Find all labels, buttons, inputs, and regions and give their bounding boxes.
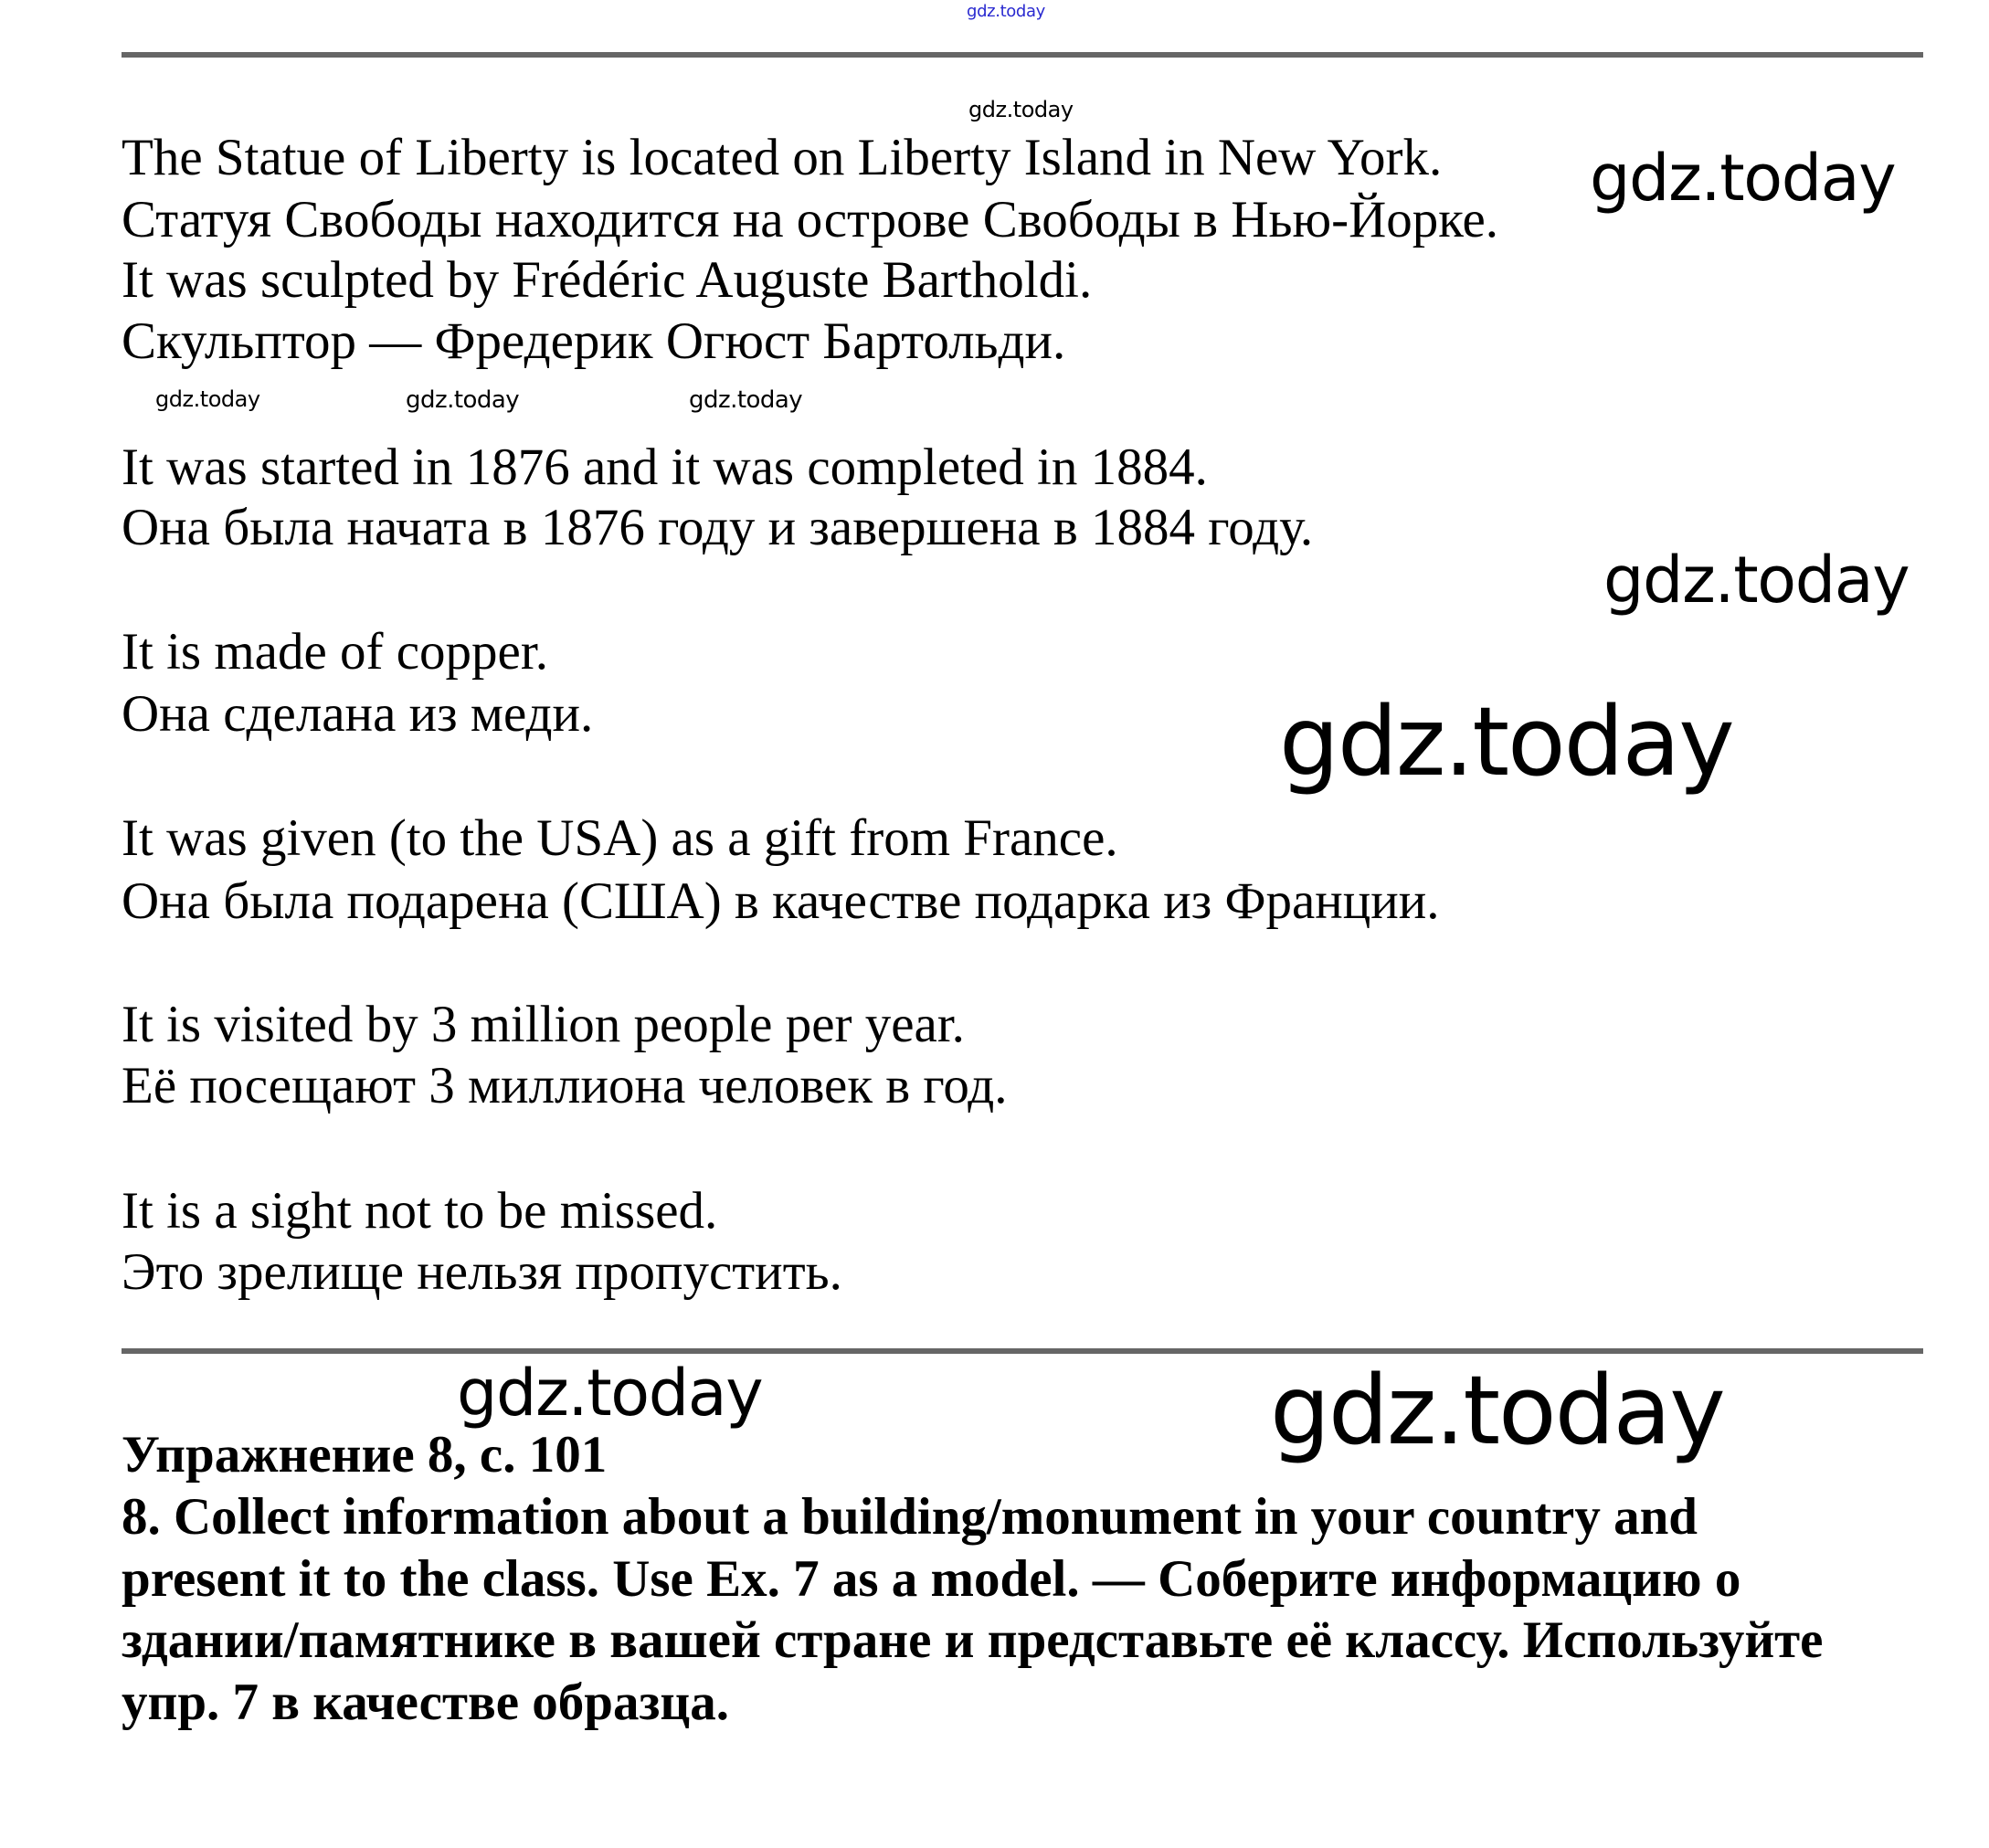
text-line-en: It was given (to the USA) as a gift from France. — [122, 809, 1118, 867]
text-line-en: It was started in 1876 and it was completed in 1884. — [122, 438, 1208, 496]
watermark: gdz.today — [406, 386, 520, 414]
text-line-ru: Она была начата в 1876 году и завершена в 1884 году. — [122, 499, 1314, 556]
watermark: gdz.today — [1590, 141, 1896, 216]
watermark: gdz.today — [155, 386, 260, 412]
watermark: gdz.today — [1279, 686, 1733, 797]
watermark: gdz.today — [1270, 1355, 1724, 1466]
watermark: gdz.today — [689, 386, 803, 414]
watermark: gdz.today — [1603, 543, 1910, 618]
watermark: gdz.today — [968, 97, 1074, 122]
exercise-task-line: 8. Collect information about a building/monument in your country and — [122, 1488, 1698, 1546]
text-line-ru: Это зрелище нельзя пропустить. — [122, 1243, 842, 1301]
text-line-ru: Она была подарена (США) в качестве подарка из Франции. — [122, 872, 1440, 930]
exercise-task-line: present it to the class. Use Ex. 7 as a model. — Соберите информацию о — [122, 1550, 1741, 1608]
text-line-ru: Скульптор — Фредерик Огюст Бартольди. — [122, 312, 1066, 370]
top-divider — [122, 52, 1923, 58]
exercise-task-line: упр. 7 в качестве образца. — [122, 1674, 729, 1731]
exercise-heading: Упражнение 8, с. 101 — [122, 1426, 608, 1484]
watermark-top: gdz.today — [967, 2, 1045, 21]
text-line-en: It is made of copper. — [122, 623, 548, 681]
text-line-en: It was sculpted by Frédéric Auguste Bartholdi. — [122, 251, 1093, 309]
text-line-ru: Статуя Свободы находится на острове Свободы в Нью-Йорке. — [122, 191, 1499, 248]
exercise-task-line: здании/памятнике в вашей стране и представьте её классу. Используйте — [122, 1611, 1824, 1669]
text-line-ru: Её посещают 3 миллиона человек в год. — [122, 1057, 1008, 1114]
watermark: gdz.today — [457, 1356, 763, 1431]
text-line-en: It is visited by 3 million people per year. — [122, 996, 965, 1053]
text-line-en: It is a sight not to be missed. — [122, 1182, 718, 1240]
section-divider — [122, 1348, 1923, 1354]
text-line-ru: Она сделана из меди. — [122, 685, 594, 743]
text-line-en: The Statue of Liberty is located on Liberty Island in New York. — [122, 129, 1443, 186]
